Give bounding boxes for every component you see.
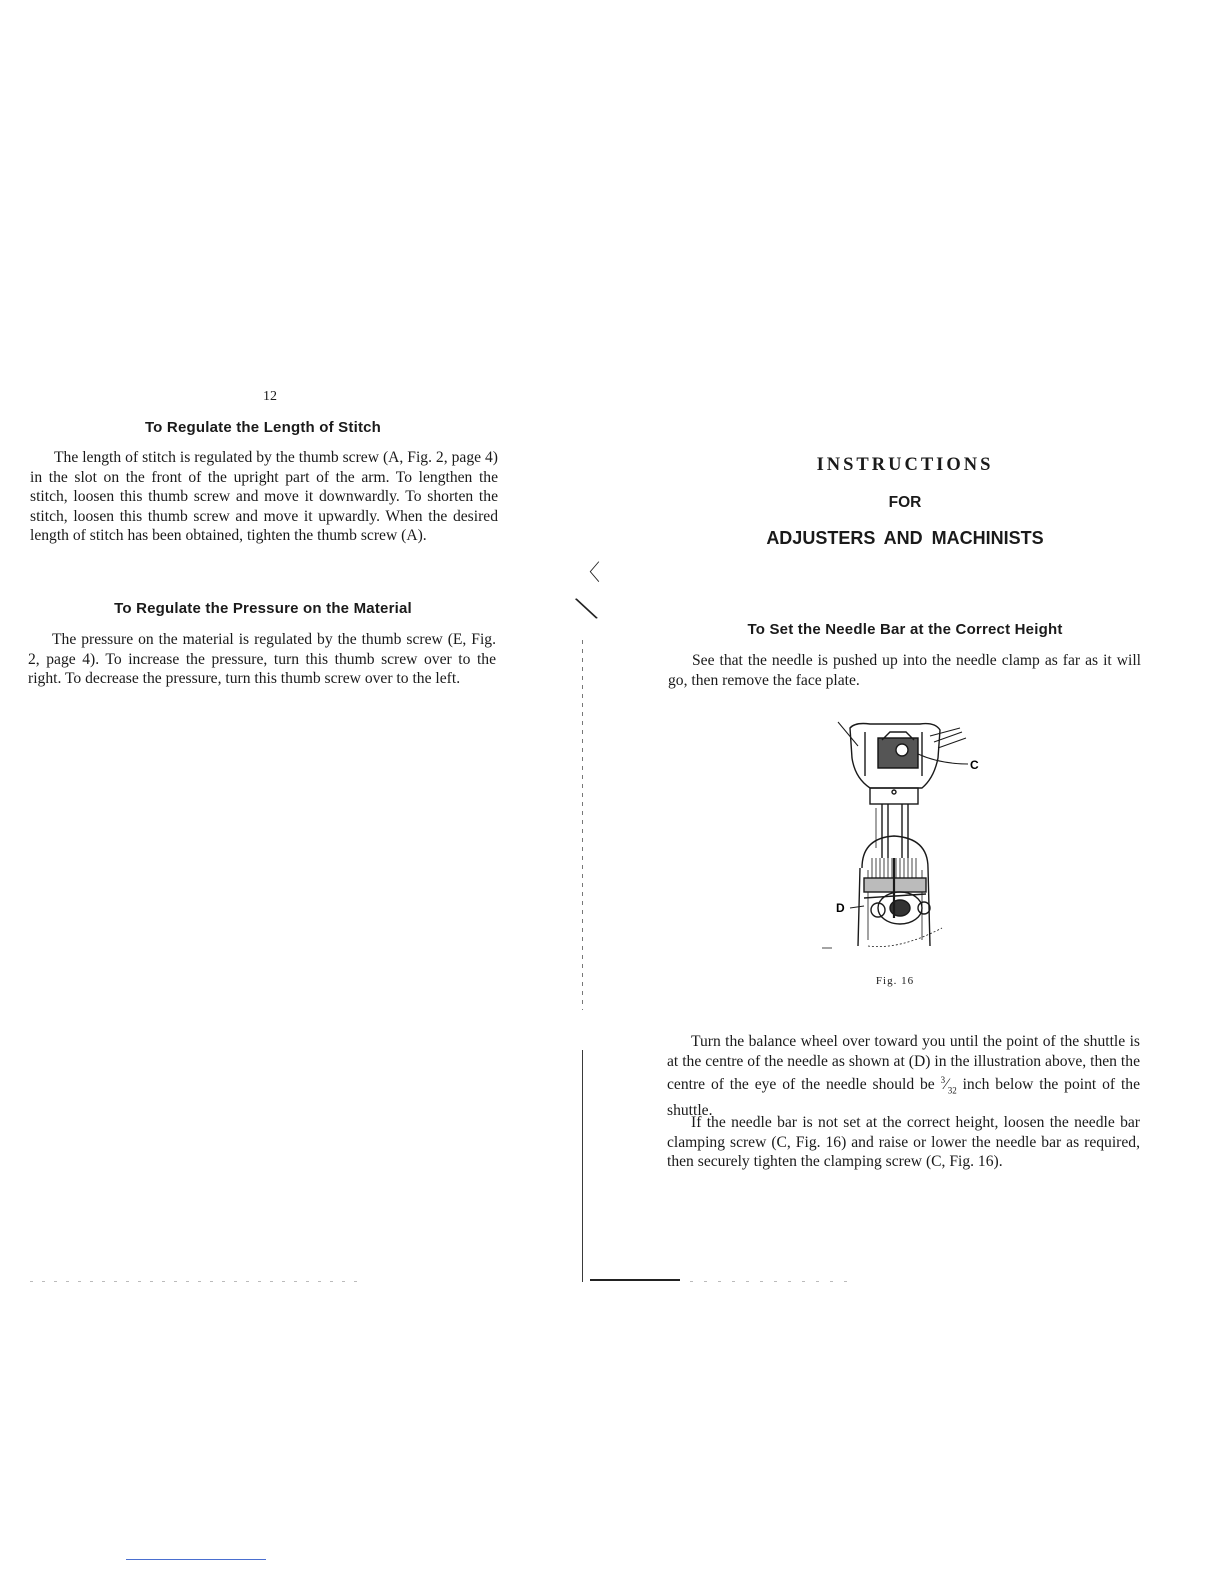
section-heading-pressure: To Regulate the Pressure on the Material: [114, 600, 412, 617]
needle-bar-drawing: [810, 718, 995, 958]
section-heading-needle-bar: To Set the Needle Bar at the Correct Height: [747, 621, 1063, 638]
page-title: INSTRUCTIONS: [816, 455, 994, 475]
bottom-rule: [590, 1279, 680, 1281]
figure-needle-bar-illustration: [810, 718, 995, 958]
scan-dots: [690, 1281, 850, 1282]
paragraph-intro: See that the needle is pushed up into the needle clamp as far as it will go, then remove the face plate.: [668, 652, 1141, 689]
paragraph-needle-bar-height: If the needle bar is not set at the correct height, loosen the needle bar clamping screw (C, Fig. 16) and raise or lower the needle bar as required, then securely tighten the clamping screw (C, Fig. 16).: [667, 1114, 1140, 1171]
paragraph-balance-wheel: Turn the balance wheel over toward you until the point of the shuttle is at the centre of the needle as shown at (D) in the illustration above, then the centre of the eye of the needle should be $^3⁄_{32}$ inch below the point of the shuttle.: [667, 1033, 1140, 1120]
paragraph-pressure: The pressure on the material is regulated by the thumb screw (E, Fig. 2, page 4). To increase the pressure, turn this thumb screw over to the right. To decrease the pressure, turn this thumb screw over to the left.: [28, 631, 496, 688]
fraction-numerator: 3: [940, 1075, 946, 1086]
paragraph-balance-wheel-tail: inch below the point of the shuttle.: [667, 1076, 1140, 1120]
figure-label-c: C: [970, 758, 979, 772]
scan-mark: 〈: [578, 560, 601, 585]
fraction-denominator: 32: [947, 1085, 957, 1096]
hyperlink-underline[interactable]: [126, 1559, 266, 1560]
page-subtitle: ADJUSTERS AND MACHINISTS: [766, 528, 1044, 548]
page-fold-line-lower: [582, 1050, 583, 1282]
page-fold-line: [582, 640, 583, 1010]
page-number: 12: [263, 389, 277, 404]
figure-caption: Fig. 16: [875, 975, 915, 987]
page-title-for: FOR: [888, 494, 922, 511]
scan-dots: [30, 1281, 360, 1282]
paragraph-stitch-length: The length of stitch is regulated by the thumb screw (A, Fig. 2, page 4) in the slot on the front of the upright part of the arm. To lengthen the stitch, loosen this thumb screw and move it downwardly. To shorten the stitch, loosen this thumb screw and move it upwardly. When the desired length of stitch has been obtained, tighten the thumb screw (A).: [30, 449, 498, 545]
section-heading-stitch-length: To Regulate the Length of Stitch: [144, 419, 382, 436]
paragraph-balance-wheel-text: Turn the balance wheel over toward you until the point of the shuttle is at the centre of the needle as shown at (D) in the illustration above, then the centre of the eye of the needle should be: [667, 1033, 1140, 1094]
figure-label-d: D: [836, 901, 845, 915]
scan-mark: ╲: [575, 594, 597, 623]
